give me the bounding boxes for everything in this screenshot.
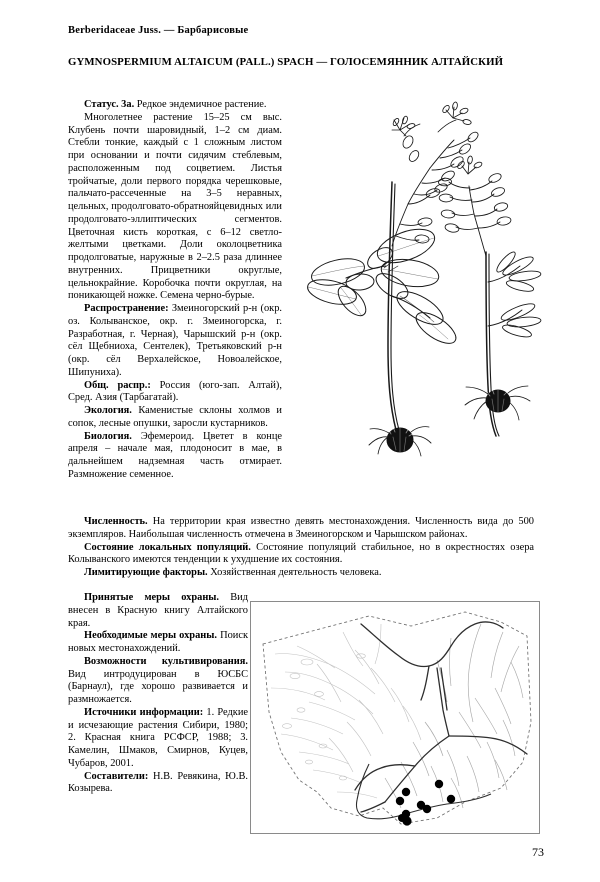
distribution-map: [250, 601, 540, 834]
botanical-drawing-svg: [296, 96, 544, 496]
general-distribution-label: Общ. распр.:: [84, 379, 151, 391]
occurrence-point: [435, 780, 443, 788]
local-populations-text: Состояние популяций стабильное, но в окрестностях озера Колыванского имеются тенденции к ухудшение их состояния.: [68, 541, 534, 566]
protection-measures-label: Принятые меры охраны.: [84, 592, 220, 603]
distribution-text: Змеиногорский р-н (окр. оз. Колыванское, окр. г. Змеиногорска, г. Разработная, г. Черная), Чарышский р-н (окр. сёл Щебниоха, Сентелек), Третьяковский р-н (окр. сёл Верхалейское, Новоалейское, Шипуниха).: [68, 303, 282, 378]
paragraph-sources: [68, 707, 248, 771]
text-column-wide: [68, 516, 534, 580]
cultivation-text: Вид интродуцирован в ЮСБС (Барнаул), где хорошо развивается и размножается.: [68, 668, 248, 705]
paragraph-cultivation: [68, 656, 248, 707]
distribution-label: Распространение:: [84, 303, 169, 314]
status-label: Статус. 3а.: [84, 99, 135, 110]
protection-measures-text: Вид внесен в Красную книгу Алтайского края.: [68, 592, 248, 629]
paragraph-needed-measures: [68, 630, 248, 656]
paragraph-authors: [68, 771, 248, 797]
limiting-factors-text: Хозяйственная деятельность человека.: [207, 567, 382, 578]
paragraph-distribution: [68, 303, 282, 380]
occurrence-point: [402, 788, 410, 796]
general-distribution-text: Россия (юго-зап. Алтай), Сред. Азия (Тарбагатай).: [68, 379, 282, 404]
text-column-lower: [68, 592, 248, 796]
sources-label: Источники информации:: [84, 706, 204, 718]
map-background: [251, 602, 539, 833]
family-header: Berberidaceae Juss. — Барбарисовые: [68, 25, 249, 36]
paragraph-limiting-factors: [68, 567, 534, 580]
needed-measures-text: Поиск новых местонахождений.: [68, 630, 248, 654]
status-text: Редкое эндемичное растение.: [134, 99, 267, 110]
ecology-text: Каменистые склоны холмов и сопок, лесные опушки, заросли кустарников.: [68, 405, 282, 429]
abundance-label: Численность.: [84, 516, 148, 527]
paragraph-abundance: [68, 516, 534, 542]
paragraph-protection-measures: [68, 592, 248, 630]
occurrence-point: [398, 814, 406, 822]
needed-measures-label: Необходимые меры охраны.: [84, 630, 217, 642]
species-header: GYMNOSPERMIUM ALTAICUM (PALL.) SPACH — ГОЛОСЕМЯННИК АЛТАЙСКИЙ: [68, 56, 504, 68]
authors-label: Составители:: [84, 770, 149, 782]
paragraph-status: [68, 99, 282, 112]
description-text: Многолетнее растение 15–25 см выс. Клубень почти шаровидный, 1–2 см диам. Стебли тонкие, каждый с 1 сложным листом при основании и почти сидячим стеблевым, расположенным под соцветием. Листья тройчатые, доли первого порядка черешковые, пальчато-рассеченные на 3–5 неравных, цельных, продолговато-обратнояйцевидных или продолговато-эллиптических сегментов. Цветочная кисть короткая, с 6–12 светло-желтыми цветками. Доли околоцветника продолговатые, наружные в 2–2.5 раза длиннее внутренних. Прицветники округлые, цельнокрайние. Коробочка почти округлая, на поникающей ножке. Семена черно-бурые.: [68, 111, 282, 302]
paragraph-general-distribution: [68, 380, 282, 406]
paragraph-ecology: [68, 405, 282, 431]
cultivation-label: Возможности культивирования.: [84, 655, 248, 667]
occurrence-point: [447, 795, 455, 803]
biology-text: Эфемероид. Цветет в конце апреля – начале мая, плодоносит в мае, в дальнейшем надземная часть отмирает. Размножение семенное.: [68, 430, 282, 480]
paragraph-local-populations: [68, 542, 534, 568]
paragraph-description: [68, 112, 282, 303]
abundance-text: На территории края известно девять местонахождения. Численность вида до 500 экземпляров. Наибольшая численность отмечена в Змеиногорском и Чарышском районах.: [68, 516, 534, 540]
occurrence-point: [396, 797, 404, 805]
ecology-label: Экология.: [84, 405, 132, 416]
authors-text: Н.В. Ревякина, Ю.В. Козырева.: [68, 770, 248, 795]
occurrence-point: [423, 805, 431, 813]
limiting-factors-label: Лимитирующие факторы.: [84, 567, 208, 578]
distribution-map-svg: [251, 602, 539, 833]
sources-text: 1. Редкие и исчезающие растения Сибири, 1980; 2. Красная книга РСФСР, 1988; 3. Камелин, Шмаков, Смирнов, Куцев, Чубаров, 2001.: [68, 706, 248, 769]
text-column-upper: [68, 99, 282, 482]
page-number: 73: [532, 845, 544, 859]
biology-label: Биология.: [84, 430, 132, 442]
local-populations-label: Состояние локальных популяций.: [84, 541, 251, 553]
plant-illustration: [296, 96, 544, 496]
paragraph-biology: [68, 431, 282, 482]
